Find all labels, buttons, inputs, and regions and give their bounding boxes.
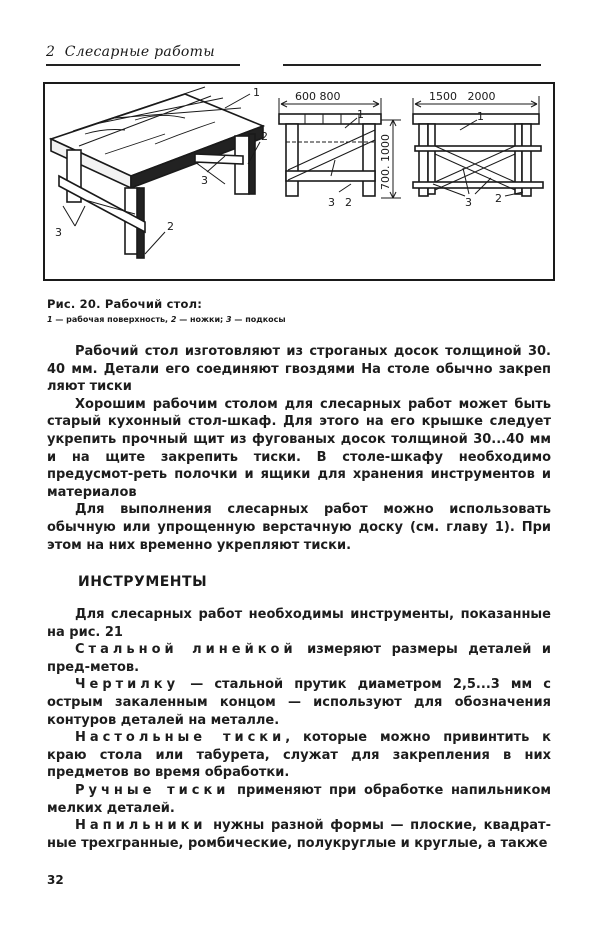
- callout-3-brace-back: 3: [201, 174, 208, 187]
- table-perspective-drawing: [51, 87, 263, 258]
- head-rule-left: [46, 64, 240, 66]
- section-heading: ИНСТРУМЕНТЫ: [78, 574, 208, 590]
- figure-workbench: [43, 82, 555, 281]
- page-number: 32: [47, 873, 64, 887]
- paragraph: Рабочий стол изготовляют из строганых досок толщиной 30. 40 мм. Детали его соединяют гвоздями На столе обычно закреп ляют тиски: [47, 344, 551, 395]
- term: Чертилку: [75, 677, 180, 693]
- running-head: [46, 44, 215, 60]
- paragraph-hand-vise: Ручные тиски применяют при обработке напильником мелких деталей.: [47, 782, 552, 816]
- paragraph-files: Напильники нужны разной формы — плоские, квадрат-ные трехгранные, ромбические, полукруглые и круглые, а также: [47, 818, 551, 851]
- paragraph: Для слесарных работ необходимы инструменты, показанные на рис. 21: [47, 607, 551, 640]
- paragraph-ruler: Стальной линейкой измеряют размеры деталей и пред-метов.: [47, 642, 551, 675]
- legend-num-2: 2: [170, 315, 177, 324]
- instruments-text: [47, 606, 551, 852]
- paragraph: Хорошим рабочим столом для слесарных работ может быть старый кухонный стол-шкаф. Для этого на его крышке следует укрепить прочный щит из фугованых досок толщиной 30...40 мм и на щите закрепить тиски. В столе-шкафу необходимо предусмот-реть полочки и ящики для хранения инструментов и материалов: [47, 396, 551, 500]
- side-callout-1: 1: [357, 108, 364, 121]
- term: Стальной линейкой: [75, 642, 297, 658]
- term: Ручные тиски: [75, 782, 230, 798]
- side-callout-3: 3: [328, 196, 335, 209]
- front-callout-3: 3: [465, 196, 472, 209]
- legend-num-1: 1: [47, 315, 53, 324]
- dimension-height: 700. 1000: [379, 134, 392, 190]
- paragraph-bench-vise: Настольные тиски, которые можно привинтить к краю стола или табурета, служат для закрепления в них предметов во время обработки.: [47, 730, 551, 781]
- workbench-illustration: [45, 84, 553, 279]
- dimension-side-width: 600 800: [295, 90, 341, 103]
- chapter-title: Слесарные работы: [64, 44, 215, 60]
- paragraph: Для выполнения слесарных работ можно использовать обычную или упрощенную верстачную доску (см. главу 1). При этом на них временно укрепляют тиски.: [47, 502, 551, 553]
- chapter-number: 2: [46, 44, 56, 60]
- figure-caption-title: Рис. 20. Рабочий стол:: [47, 297, 202, 311]
- front-callout-1: 1: [477, 110, 484, 123]
- front-callout-2: 2: [495, 192, 502, 205]
- side-callout-2: 2: [345, 196, 352, 209]
- term: Настольные тиски: [75, 730, 286, 746]
- intro-text: [47, 343, 551, 554]
- legend-text-3: подкосы: [245, 315, 286, 324]
- legend-num-3: 3: [226, 315, 232, 324]
- legend-text-2: ножки;: [190, 315, 224, 324]
- callout-2-leg-front: 2: [167, 220, 174, 233]
- callout-3-brace-front: 3: [55, 226, 62, 239]
- term: Напильники: [75, 818, 207, 834]
- figure-caption-legend: 1 — рабочая поверхность, 2 — ножки; 3 — подкосы: [47, 315, 286, 324]
- paragraph-scriber: Чертилку — стальной прутик диаметром 2,5...3 мм с острым закаленным концом — используют для обозначения контуров деталей на металле.: [47, 677, 551, 728]
- head-rule-right: [283, 64, 541, 66]
- callout-2-leg-back: 2: [261, 130, 268, 143]
- legend-text-1: рабочая поверхность,: [66, 315, 169, 324]
- dimension-front-length: 1500 2000: [429, 90, 496, 103]
- callout-1-worktop: 1: [253, 86, 260, 99]
